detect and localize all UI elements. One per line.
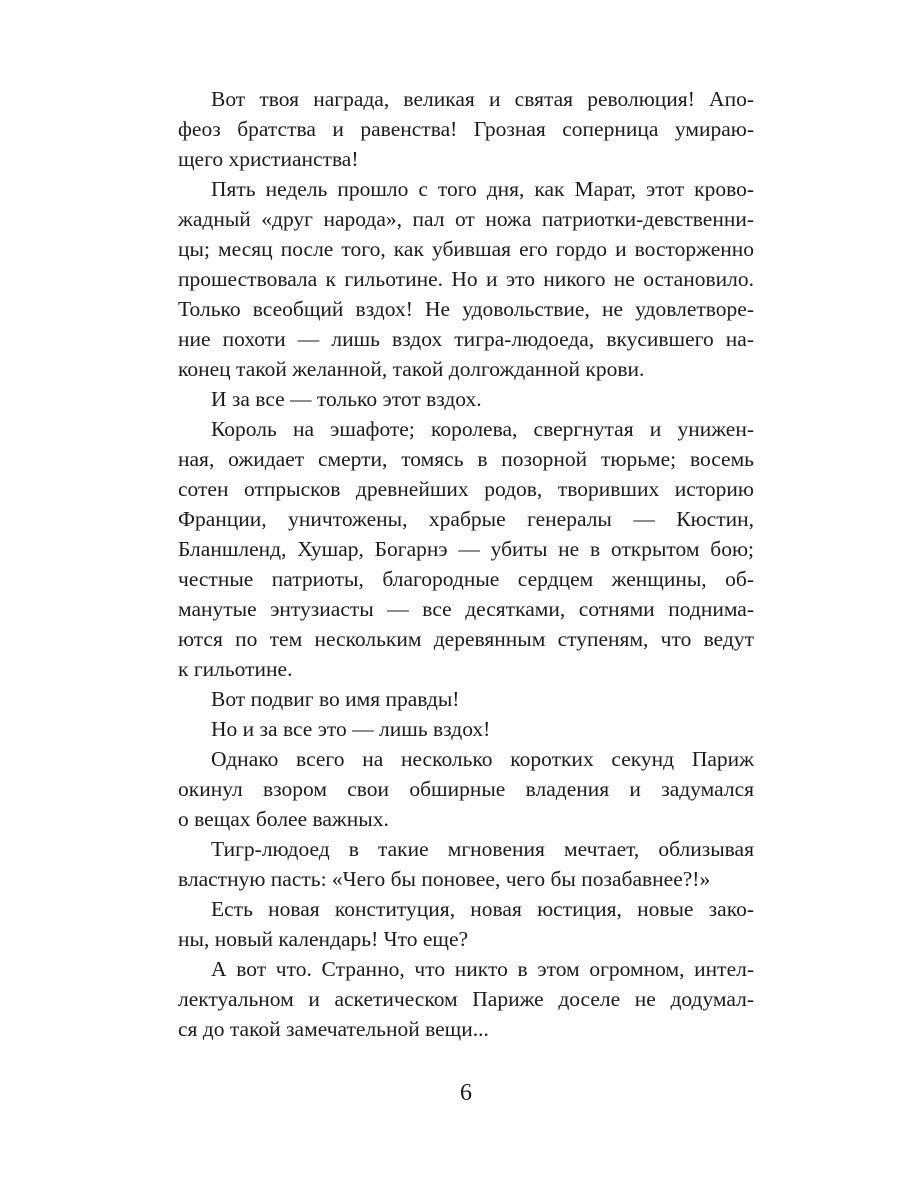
text-line: Есть новая конституция, новая юстиция, новые зако- [211, 897, 754, 921]
text-line: Франции, уничтожены, храбрые генералы — Кюстин, [178, 507, 754, 531]
text-line: властную пасть: «Чего бы поновее, чего бы позабавнее?!» [178, 867, 711, 891]
text-line: лектуальном и аскетическом Париже доселе не додумал- [178, 987, 754, 1011]
text-line: феоз братства и равенства! Грозная соперница умираю- [178, 117, 754, 141]
text-line: И за все — только этот вздох. [211, 387, 482, 411]
text-line: честные патриоты, благородные сердцем женщины, об- [178, 567, 754, 591]
text-line: прошествовала к гильотине. Но и это никого не остановило. [178, 267, 754, 291]
text-line: окинул взором свои обширные владения и задумался [178, 777, 754, 801]
text-line: ны, новый календарь! Что еще? [178, 927, 469, 951]
text-line: ются по тем нескольким деревянным ступеням, что ведут [178, 627, 754, 651]
text-line: манутые энтузиасты — все десятками, сотнями поднима- [178, 597, 754, 621]
text-line: Но и за все это — лишь вздох! [211, 717, 491, 741]
text-line: А вот что. Странно, что никто в этом огромном, интел- [211, 957, 754, 981]
text-line: Пять недель прошло с того дня, как Марат, этот крово- [211, 177, 754, 201]
text-line: жадный «друг народа», пал от ножа патриотки-девственни- [178, 207, 754, 231]
text-line: Вот твоя награда, великая и святая революция! Апо- [211, 87, 754, 111]
text-line: о вещах более важных. [178, 807, 389, 831]
text-line: конец такой желанной, такой долгожданной крови. [178, 357, 645, 381]
text-line: ние похоти — лишь вздох тигра-людоеда, вкусившего на- [178, 327, 754, 351]
body-text [178, 84, 754, 1044]
text-line: ся до такой замечательной вещи... [178, 1017, 489, 1041]
text-line: Бланшленд, Хушар, Богарнэ — убиты не в открытом бою; [178, 537, 754, 561]
text-line: ная, ожидает смерти, томясь в позорной тюрьме; восемь [178, 447, 754, 471]
text-line: сотен отпрысков древнейших родов, творивших историю [178, 477, 754, 501]
text-line: Только всеобщий вздох! Не удовольствие, не удовлетворе- [178, 297, 754, 321]
text-line: Король на эшафоте; королева, свергнутая и унижен- [211, 417, 754, 441]
text-line: Однако всего на несколько коротких секунд Париж [211, 747, 754, 771]
text-line: Тигр-людоед в такие мгновения мечтает, облизывая [211, 837, 754, 861]
text-line: к гильотине. [178, 657, 293, 681]
page-number: 6 [460, 1080, 472, 1106]
text-line: цы; месяц после того, как убившая его гордо и восторженно [178, 237, 754, 261]
text-line: Вот подвиг во имя правды! [211, 687, 460, 711]
text-line: щего христианства! [178, 147, 359, 171]
